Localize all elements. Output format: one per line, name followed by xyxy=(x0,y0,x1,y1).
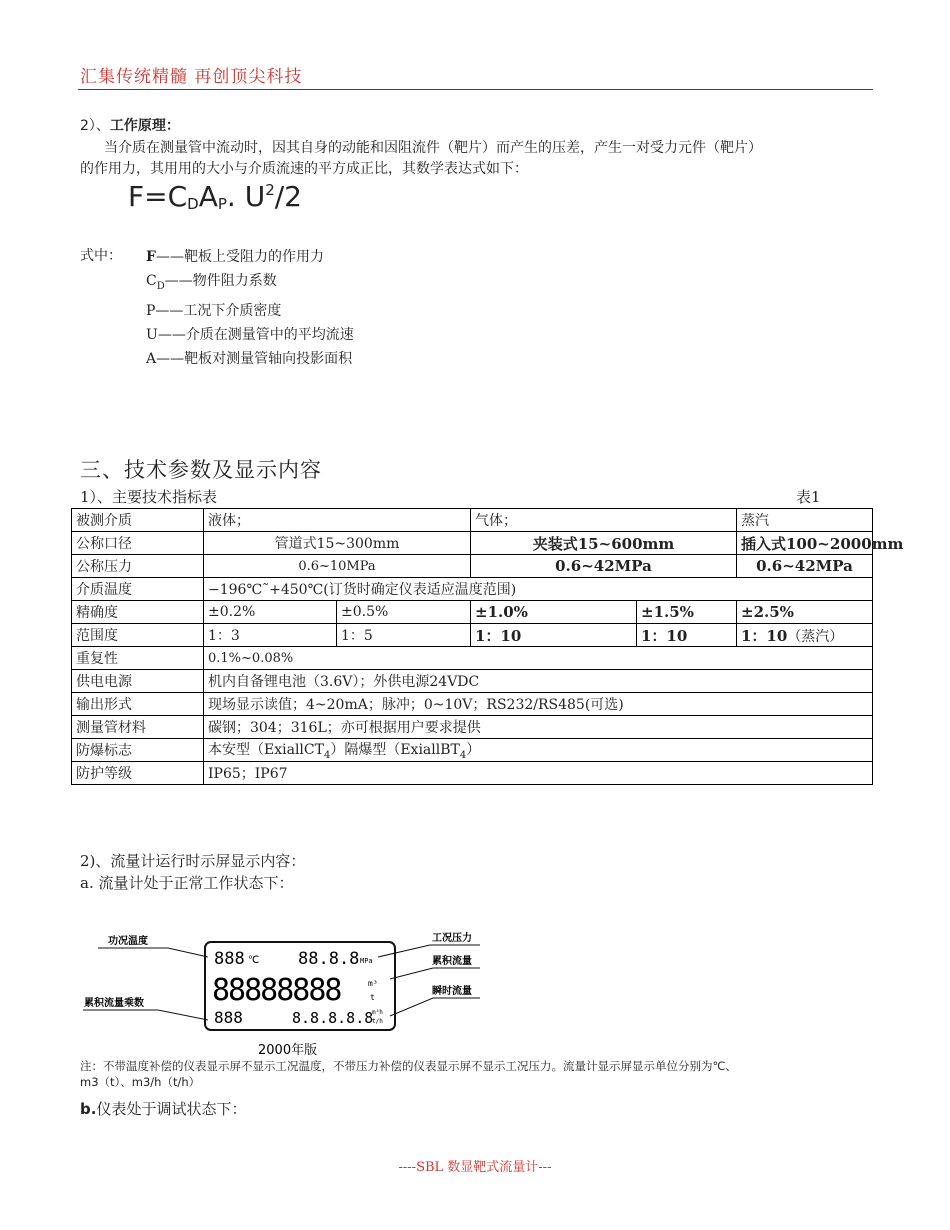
explosion-text: 本安型（ExiallCT xyxy=(208,742,324,759)
principle-heading-text: 工作原理： xyxy=(109,118,180,134)
cell: 1：10 xyxy=(637,624,737,647)
cell: 1：10 xyxy=(471,624,637,647)
symbol-name: P xyxy=(146,302,156,319)
table-row xyxy=(72,532,873,555)
cell: 现场显示读值；4~20mA；脉冲；0~10V；RS232/RS485(可选) xyxy=(204,693,873,716)
explosion-sub: 4 xyxy=(323,749,331,761)
cell xyxy=(737,624,873,647)
symbol-desc: ——靶板对测量管轴向投影面积 xyxy=(156,350,353,367)
row-label: 公称压力 xyxy=(72,555,204,578)
formula xyxy=(128,180,302,213)
lcd-rate-unit-top: m³h xyxy=(372,1009,383,1016)
normal-state-label: a. 流量计处于正常工作状态下： xyxy=(80,874,294,892)
leader-line xyxy=(390,968,480,979)
row-label: 公称口径 xyxy=(72,532,204,555)
formula-part: A xyxy=(198,180,218,213)
formula-sup: 2 xyxy=(265,181,275,199)
row-label: 介质温度 xyxy=(72,578,204,601)
label-work-pressure: 工况压力 xyxy=(432,933,472,944)
formula-sub: P xyxy=(217,195,227,213)
lcd-total-unit-bottom: t xyxy=(370,993,375,1002)
explosion-text: ）隔爆型（ExiallBT xyxy=(330,742,460,759)
cell xyxy=(204,739,873,762)
cell: 碳钢；304；316L；亦可根据用户要求提供 xyxy=(204,716,873,739)
cell: 1：3 xyxy=(204,624,337,647)
leader-line xyxy=(83,1010,208,1020)
cell: 蒸汽 xyxy=(737,509,873,532)
row-label: 防护等级 xyxy=(72,762,204,785)
label-work-temp: 功况温度 xyxy=(108,936,148,947)
cell: 1：5 xyxy=(337,624,471,647)
lcd-temp-unit: ℃ xyxy=(248,955,260,966)
spec-table xyxy=(71,508,904,785)
cell: 插入式100~2000mm xyxy=(737,532,873,555)
cell: −196℃˜+450℃(订货时确定仪表适应温度范围) xyxy=(204,578,873,601)
symbol-sub: D xyxy=(156,280,165,292)
cell: 0.6~10MPa xyxy=(204,555,471,578)
where-label: 式中： xyxy=(80,248,122,264)
row-label: 范围度 xyxy=(72,624,204,647)
table-row xyxy=(72,762,873,785)
footer-text: ----SBL 数显靶式流量计--- xyxy=(398,1160,552,1175)
cell: ±2.5% xyxy=(737,601,873,624)
table-row xyxy=(72,739,873,762)
table-row xyxy=(72,693,873,716)
symbol-desc: ——物件阻力系数 xyxy=(164,273,277,289)
range-steam-note: （蒸汽） xyxy=(787,628,844,645)
principle-paragraph-line1: 当介质在测量管中流动时，因其自身的动能和因阻流件（靶片）而产生的压差，产生一对受力元件（靶片） xyxy=(104,140,762,156)
symbol-name: C xyxy=(146,273,157,289)
table-row xyxy=(72,647,873,670)
note-line: 注：不带温度补偿的仪表显示屏不显示工况温度，不带压力补偿的仪表显示屏不显示工况压力。流量计显示屏显示单位分别为℃、 xyxy=(80,1059,737,1073)
cell: IP65；IP67 xyxy=(204,762,873,785)
symbol-desc: ——工况下介质密度 xyxy=(155,302,282,319)
version-label: 2000年版 xyxy=(258,1043,318,1058)
symbol-name: F xyxy=(146,249,156,265)
explosion-text: ） xyxy=(466,742,481,759)
principle-heading xyxy=(80,115,180,135)
table-row xyxy=(72,578,873,601)
row-label: 输出形式 xyxy=(72,693,204,716)
cell: 液体； xyxy=(204,509,471,532)
lcd-total: 88888888 xyxy=(212,973,341,1008)
symbol-item xyxy=(146,347,354,371)
cell: 0.6~42MPa xyxy=(737,555,873,578)
table-row xyxy=(72,716,873,739)
section-title: 三、技术参数及显示内容 xyxy=(80,458,322,482)
leader-line xyxy=(98,948,208,957)
lcd-temp: 888 xyxy=(214,949,245,969)
symbol-desc: ——靶板上受阻力的作用力 xyxy=(155,249,324,265)
row-label: 供电电源 xyxy=(72,670,204,693)
formula-sub: D xyxy=(187,195,199,213)
symbol-list xyxy=(146,245,354,371)
symbol-item xyxy=(146,299,354,323)
label-cum-multiplier: 累积流量乘数 xyxy=(84,998,144,1009)
formula-part: F=C xyxy=(128,180,188,213)
lcd-rate: 8.8.8.8.8 xyxy=(292,1009,374,1027)
table-row xyxy=(72,601,873,624)
table-row xyxy=(72,670,873,693)
symbol-desc: ——介质在测量管中的平均流速 xyxy=(157,326,354,343)
principle-heading-number: 2）、 xyxy=(80,118,110,134)
leader-line xyxy=(390,998,480,1016)
note-line: m3（t）、m3/h（t/h） xyxy=(80,1075,201,1089)
lcd-multiplier: 888 xyxy=(214,1008,243,1027)
symbol-name: A xyxy=(146,350,157,367)
lcd-diagram xyxy=(78,930,488,1060)
range-steam-value: 1：10 xyxy=(741,626,788,645)
debug-prefix: b. xyxy=(80,1100,97,1118)
header-divider xyxy=(78,89,873,90)
lcd-pressure: 88.8.8 xyxy=(298,949,360,969)
label-inst-flow: 瞬时流量 xyxy=(432,986,472,997)
header-slogan: 汇集传统精髓 再创顶尖科技 xyxy=(80,67,303,87)
table-row xyxy=(72,624,873,647)
cell: 0.6~42MPa xyxy=(471,555,737,578)
cell: 夹装式15~600mm xyxy=(471,532,737,555)
formula-part: . U xyxy=(226,180,266,213)
principle-paragraph-line2: 的作用力，其用用的大小与介质流速的平方成正比，其数学表达式如下： xyxy=(80,161,528,177)
symbol-item xyxy=(146,269,354,299)
symbol-item xyxy=(146,245,354,269)
cell: 0.1%~0.08% xyxy=(204,647,873,670)
cell: ±0.2% xyxy=(204,601,337,624)
row-label: 被测介质 xyxy=(72,509,204,532)
cell: ±0.5% xyxy=(337,601,471,624)
explosion-sub: 4 xyxy=(459,749,467,761)
cell: ±1.0% xyxy=(471,601,637,624)
cell: ±1.5% xyxy=(637,601,737,624)
table-tag: 表1 xyxy=(796,488,821,506)
row-label: 防爆标志 xyxy=(72,739,204,762)
table-caption: 1）、主要技术指标表 xyxy=(80,488,218,506)
table-row xyxy=(72,509,873,532)
row-label: 重复性 xyxy=(72,647,204,670)
display-note xyxy=(80,1058,880,1090)
lcd-pressure-unit: MPa xyxy=(360,957,373,965)
symbol-item xyxy=(146,323,354,347)
debug-state-label xyxy=(80,1098,246,1119)
lcd-total-unit-top: m³ xyxy=(368,979,378,988)
row-label: 测量管材料 xyxy=(72,716,204,739)
label-cum-flow: 累积流量 xyxy=(432,956,472,967)
cell: 气体； xyxy=(471,509,737,532)
cell: 管道式15~300mm xyxy=(204,532,471,555)
formula-part: /2 xyxy=(274,180,302,213)
display-heading: 2)、流量计运行时示屏显示内容： xyxy=(80,852,306,870)
row-label: 精确度 xyxy=(72,601,204,624)
lcd-rate-unit-bottom: t/h xyxy=(372,1018,383,1025)
cell: 机内自备锂电池（3.6V）；外供电源24VDC xyxy=(204,670,873,693)
debug-text: 仪表处于调试状态下： xyxy=(96,1100,247,1118)
table-row xyxy=(72,555,873,578)
symbol-name: U xyxy=(146,326,158,343)
